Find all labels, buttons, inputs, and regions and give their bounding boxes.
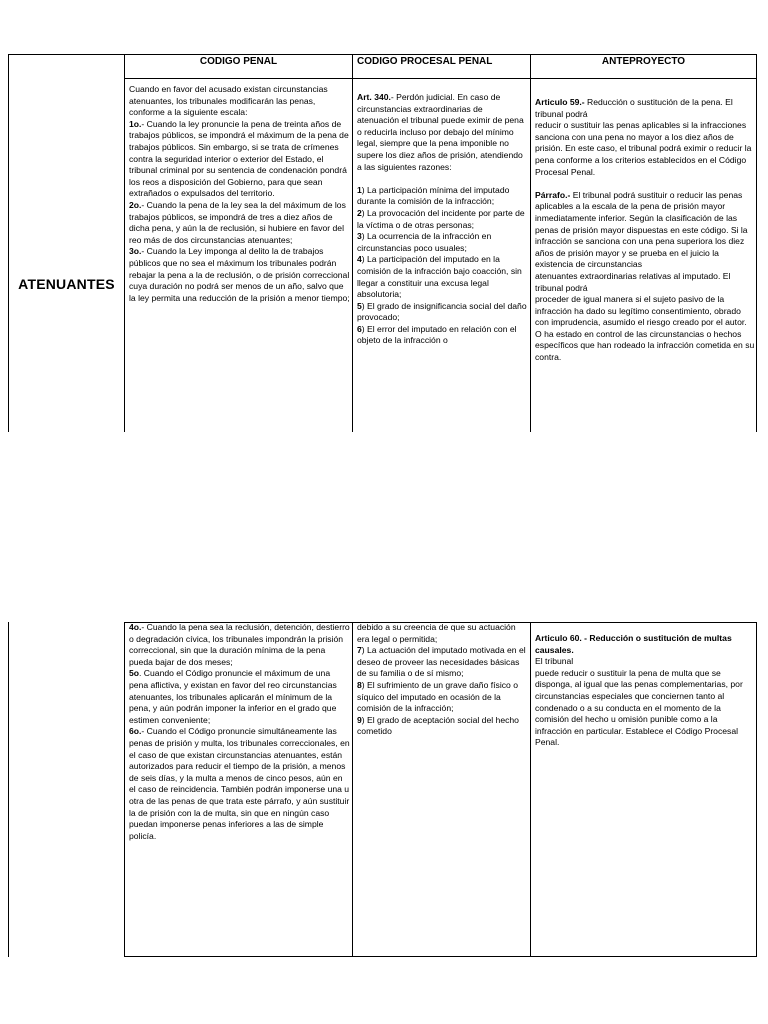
anteproyecto-text xyxy=(535,97,755,364)
anteproyecto-paragraph-body: El tribunal puede reducir o sustituir la pena de multa que se disponga, al igual que las penas complementarias, por circunstancias especiales que conciernen tanto al condenado o a su conducta en el momento de la comisión del hecho u omisión punible como a la infracción en particular. Establece el Código Procesal Penal. xyxy=(535,656,743,748)
codigo-procesal-paragraph-body: ) La ocurrencia de la infracción en circunstancias poco usuales; xyxy=(357,231,494,253)
codigo-procesal-paragraph-lead: 8 xyxy=(357,679,362,690)
codigo-procesal-text-continued xyxy=(357,622,527,738)
codigo-procesal-paragraph-body: ) La actuación del imputado motivada en el deseo de proveer las necesidades básicas de su familia o de sí mismo; xyxy=(357,645,529,679)
codigo-procesal-paragraph-lead: 1 xyxy=(357,184,362,195)
row-label-atenuantes: ATENUANTES xyxy=(18,276,115,292)
codigo-penal-paragraph-lead: 5o xyxy=(129,668,140,679)
codigo-procesal-paragraph xyxy=(357,324,527,347)
codigo-procesal-paragraph xyxy=(357,680,527,715)
codigo-penal-paragraph xyxy=(129,622,353,668)
codigo-procesal-paragraph-body: ) El error del imputado en relación con el objeto de la infracción o xyxy=(357,323,519,346)
anteproyecto-text-continued xyxy=(535,633,755,749)
codigo-procesal-paragraph-lead: 7 xyxy=(357,645,362,656)
codigo-procesal-paragraph xyxy=(357,185,527,208)
codigo-procesal-paragraph-lead: 5 xyxy=(357,300,362,311)
codigo-procesal-paragraph xyxy=(357,254,527,300)
codigo-procesal-paragraph-body: ) El sufrimiento de un grave daño físico o síquico del imputado en ocasión de la comisión de la infracción; xyxy=(357,679,521,714)
codigo-procesal-paragraph-body: ) La participación mínima del imputado durante la comisión de la infracción; xyxy=(357,184,512,207)
codigo-penal-paragraph-body: - Cuando la pena sea la reclusión, detención, destierro o degradación cívica, los tribunales impondrán la prisión correccional, sin que la duración mínima de la pena pueda bajar de dos meses; xyxy=(129,622,353,667)
codigo-penal-paragraph-lead: 6o. xyxy=(129,726,142,737)
codigo-procesal-paragraph xyxy=(357,645,527,680)
codigo-penal-paragraph-body: - Cuando la pena de la ley sea la del máximum de los trabajos públicos, se impondrá de tres a diez años de dicha pena, y aún la de reclusión, si hubiere en favor del reo más de dos circunstancias atenuantes; xyxy=(129,199,349,245)
codigo-penal-paragraph xyxy=(129,200,350,246)
codigo-procesal-paragraph-lead: 3 xyxy=(357,231,362,242)
codigo-penal-paragraph xyxy=(129,668,350,726)
anteproyecto-paragraph-lead: Articulo 60. - Reducción o sustitución de multas causales. xyxy=(535,633,735,655)
codigo-procesal-paragraph-lead: 6 xyxy=(357,323,362,334)
codigo-procesal-paragraph-lead: Art. 340. xyxy=(357,92,391,102)
header-codigo-procesal-penal: CODIGO PROCESAL PENAL xyxy=(357,56,493,67)
codigo-procesal-paragraph xyxy=(357,92,527,173)
codigo-penal-paragraph-body: . Cuando el Código pronuncie el máximum de una pena aflictiva, y existan en favor del reo circunstancias atenuantes, los tribunales aplicarán el mínimum de la pena, y aún podrán imponer la inferior en el grado que estimen conveniente; xyxy=(129,668,340,725)
codigo-procesal-text xyxy=(357,92,527,347)
codigo-procesal-paragraph xyxy=(357,231,527,254)
codigo-penal-paragraph xyxy=(129,84,350,119)
codigo-penal-paragraph-lead: 3o. xyxy=(129,246,142,257)
codigo-procesal-paragraph-body: ) El grado de insignificancia social del daño provocado; xyxy=(357,300,529,323)
anteproyecto-paragraph-body: El tribunal podrá sustituir o reducir las penas aplicables a la escala de la pena de prisión mayor inmediatamente inferior. Según la clasificación de las penas de prisión mayor dispuestas en este código. Si la infracción se sanciona con una pena superiora los diez años de prisión mayor y se prueba en el juicio la existencia de circunstancias atenuantes extraordinarias relativas al imputado. El tribunal podrá proceder de igual manera si el sujeto pasivo de la infracción ha dado su legítimo consentimiento, obrado con imprudencia, asumido el riesgo creado por el autor. O ha estado en control de las circunstancias o hechos específicos que han rodeado la infracción cometida en su contra. xyxy=(535,189,755,363)
codigo-penal-paragraph-lead: 2o. xyxy=(129,199,142,210)
codigo-procesal-paragraph xyxy=(357,301,527,324)
codigo-procesal-paragraph-body: debido a su creencia de que su actuación era legal o permitida; xyxy=(357,622,519,644)
anteproyecto-paragraph xyxy=(535,633,755,749)
codigo-procesal-paragraph-lead: 2 xyxy=(357,207,362,218)
codigo-penal-paragraph-body: Cuando en favor del acusado existan circunstancias atenuantes, los tribunales modificarán las penas, conforme a la siguiente escala: xyxy=(129,84,331,118)
header-codigo-penal: CODIGO PENAL xyxy=(199,56,278,67)
codigo-procesal-paragraph-body: ) La participación del imputado en la comisión de la infracción bajo coacción, sin llegar a constituir una excusa legal absolutoria; xyxy=(357,254,525,300)
anteproyecto-paragraph-lead: Párrafo.- xyxy=(535,189,571,200)
codigo-procesal-paragraph xyxy=(357,173,527,185)
codigo-penal-text-continued xyxy=(129,622,353,842)
codigo-procesal-paragraph-body: ) La provocación del incidente por parte de la víctima o de otras personas; xyxy=(357,207,528,230)
header-anteproyecto: ANTEPROYECTO xyxy=(601,56,686,67)
codigo-penal-paragraph-body: - Cuando la Ley imponga al delito la de trabajos públicos que no sea el máximum los tribunales podrán rebajar la pena a la de reclusión, o de prisión correccional cuya duración no podrá ser menos de un año, salvo que la ley permita una reducción de la prisión a menor tiempo; xyxy=(129,246,352,303)
codigo-procesal-paragraph-lead: 9 xyxy=(357,714,362,725)
codigo-procesal-paragraph-lead: 4 xyxy=(357,254,362,265)
anteproyecto-paragraph xyxy=(535,97,755,178)
codigo-penal-paragraph-lead: 1o. xyxy=(129,118,142,129)
anteproyecto-paragraph xyxy=(535,190,755,364)
codigo-procesal-paragraph-body: - Perdón judicial. En caso de circunstancias extraordinarias de atenuación el tribunal puede eximir de pena o reducirla incluso por debajo del mínimo legal, siempre que la pena imponible no supere los diez años de prisión, atendiendo a las siguientes razones: xyxy=(357,92,527,172)
codigo-penal-paragraph-body: - Cuando el Código pronuncie simultáneamente las penas de prisión y multa, los tribunales correccionales, en el caso de que existan circunstancias atenuantes, están autorizados para reducir el tiempo de la prisión, a menos de seis días, y la multa a menos de cinco pesos, aún en el caso de reincidencia. También podrán imponerse una u otra de las penas de que trata este párrafo, y aún sustituir la de prisión con la de multa, sin que en ningún caso puedan imponerse penas inferiores a las de simple policía. xyxy=(129,726,353,841)
codigo-penal-text xyxy=(129,84,350,304)
codigo-penal-paragraph-body: - Cuando la ley pronuncie la pena de treinta años de trabajos públicos, se impondrá el máximum de la pena de trabajos públicos. Sin embargo, si se trata de crímenes contra la seguridad interior o exterior del Estado, el tribunal criminal por su sentencia de condenación pondrá los reos a disposición del Gobierno, para que sean extrañados o expulsados del territorio. xyxy=(129,118,352,199)
anteproyecto-paragraph xyxy=(535,178,755,190)
codigo-penal-paragraph xyxy=(129,246,350,304)
anteproyecto-paragraph-body: Reducción o sustitución de la pena. El tribunal podrá reducir o sustituir las penas aplicables si la infracciones sanciona con una pena no mayor a los diez años de prisión. En este caso, el tribunal podrá eximir o reducir la pena conforme a los criterios establecidos en el Código Procesal Penal. xyxy=(535,97,752,177)
codigo-penal-paragraph xyxy=(129,119,350,200)
codigo-penal-paragraph-lead: 4o. xyxy=(129,622,142,632)
codigo-procesal-paragraph-body: ) El grado de aceptación social del hecho cometido xyxy=(357,714,522,737)
codigo-procesal-paragraph xyxy=(357,208,527,231)
codigo-procesal-paragraph xyxy=(357,715,527,738)
anteproyecto-paragraph-lead: Articulo 59.- xyxy=(535,97,585,107)
codigo-procesal-paragraph xyxy=(357,622,527,645)
codigo-penal-paragraph xyxy=(129,726,353,842)
